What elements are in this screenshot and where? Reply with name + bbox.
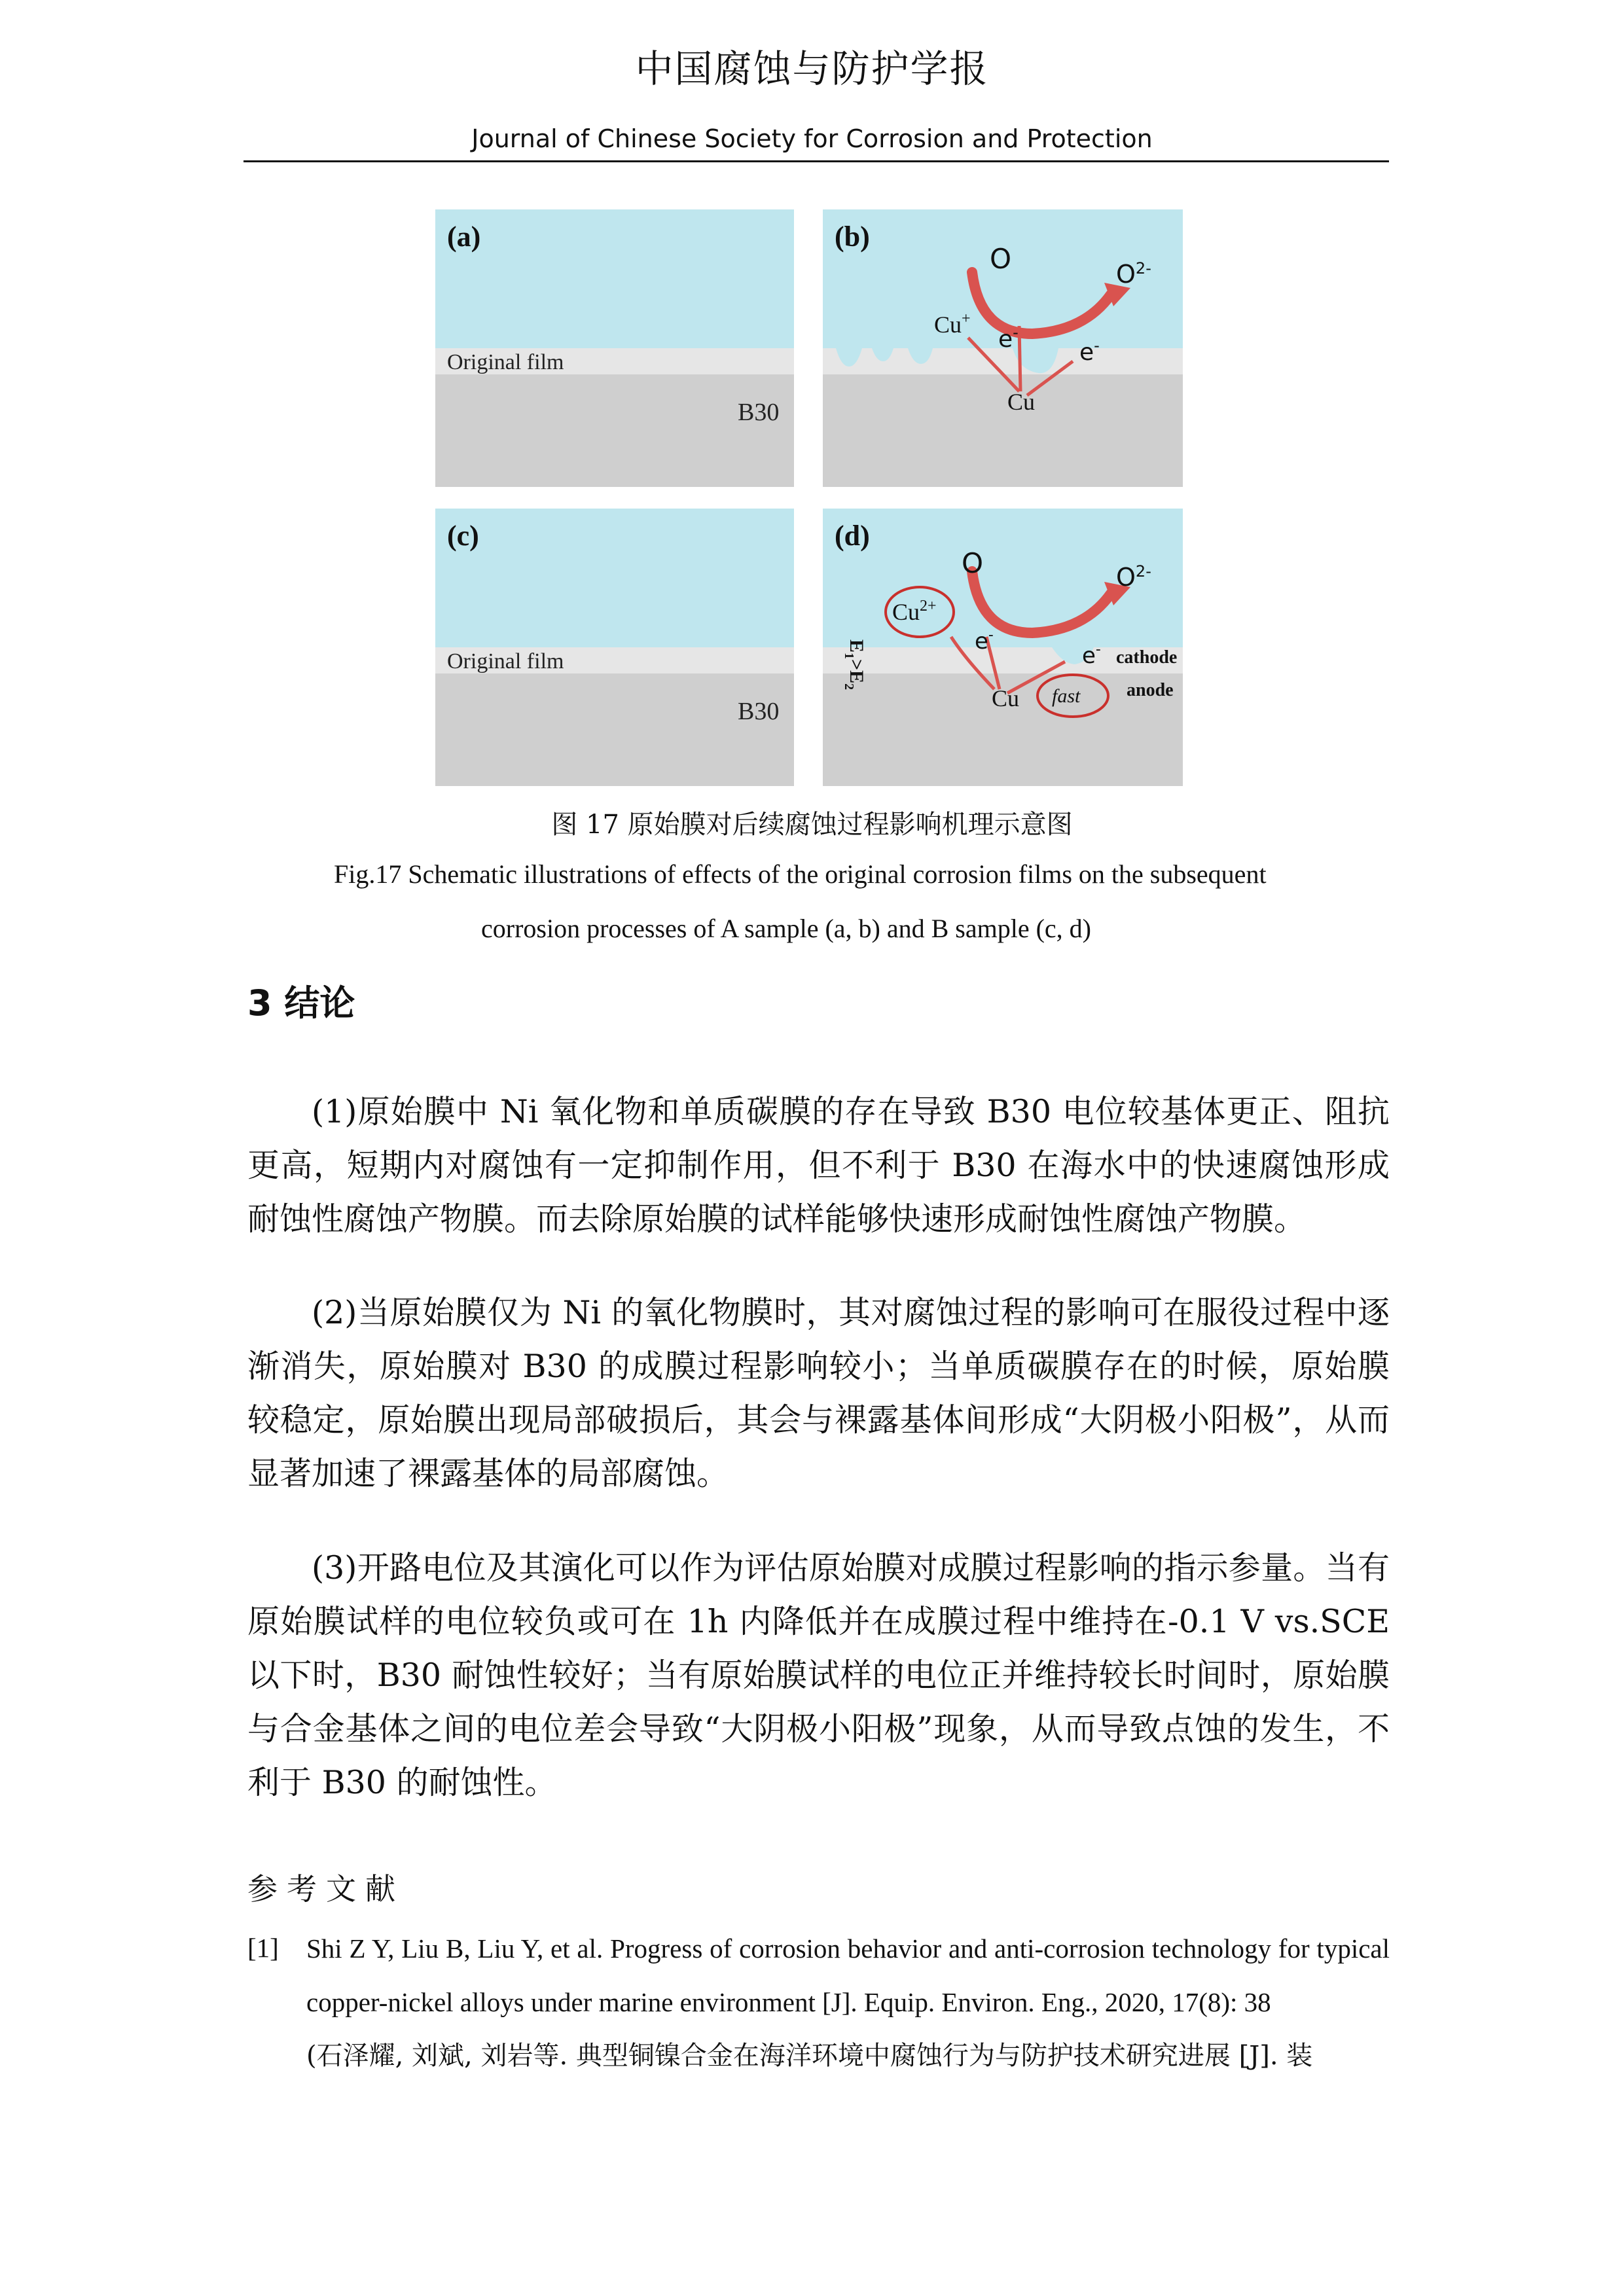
oxygen-label: O: [962, 547, 984, 579]
b30-substrate: [435, 673, 794, 786]
b30-substrate: [823, 374, 1183, 487]
copper-label: Cu: [1007, 389, 1036, 415]
conclusion-paragraph-1: (1)原始膜中 Ni 氧化物和单质碳膜的存在导致 B30 电位较基体更正、阻抗更高，短期内对腐蚀有一定抑制作用，但不利于 B30 在海水中的快速腐蚀形成耐蚀性腐蚀产物膜。而去除原始膜的试样能够快速形成耐蚀性腐蚀产物膜。: [247, 1093, 1390, 1238]
figure-caption-cn: 图 17 原始膜对后续腐蚀过程影响机理示意图: [551, 810, 1073, 840]
potential-relation: $E_1>E_2$: [842, 639, 867, 691]
cathode-label: cathode: [1116, 647, 1178, 668]
electron-label: e-: [1079, 336, 1100, 366]
film-label: Original film: [447, 649, 564, 673]
copper-label: Cu: [992, 685, 1020, 711]
electron-label: e-: [998, 323, 1019, 353]
reference-text-cn: (石泽耀, 刘斌, 刘岩等. 典型铜镍合金在海洋环境中腐蚀行为与防护技术研究进展 [J]. 装: [306, 2041, 1313, 2071]
panel-c: [435, 509, 794, 786]
panel-letter: (b): [835, 221, 870, 253]
panel-letter: (d): [835, 520, 870, 552]
oxide-ion-label: $O^{2-}$: [1116, 562, 1151, 592]
electron-arrow-up: [1019, 326, 1020, 391]
substrate-label: B30: [738, 399, 780, 426]
panel-letter: (c): [447, 520, 479, 552]
copper-ion-label: $Cu^{2+}$: [892, 598, 937, 625]
conclusion-paragraph-3: (3)开路电位及其演化可以作为评估原始膜对成膜过程影响的指示参量。当有原始膜试样的电位较负或可在 1h 内降低并在成膜过程中维持在-0.1 V vs.SCE 以下时，B30 耐蚀性较好；当有原始膜试样的电位正并维持较长时间时，原始膜与合金基体之间的电位差会导致“大阴极小阳极”现象，从而导致点蚀的发生，不利于 B30 的耐蚀性。: [247, 1549, 1390, 1801]
panel-b: [823, 209, 1183, 487]
electron-label: e-: [975, 627, 994, 655]
electron-label: e-: [1082, 641, 1101, 669]
anode-label: anode: [1127, 680, 1174, 700]
oxygen-label: O: [990, 243, 1012, 275]
substrate-label: B30: [738, 698, 780, 725]
section-title: 3 结论: [247, 982, 355, 1024]
seawater: [435, 509, 794, 647]
copper-ion-label: Cu+: [934, 310, 971, 338]
oxide-ion-label: $O^{2-}$: [1116, 259, 1151, 289]
panel-letter: (a): [447, 221, 481, 253]
seawater: [435, 209, 794, 348]
reference-number: [1]: [247, 1933, 279, 1963]
reference-entry: [306, 1922, 1390, 2083]
journal-title-cn: 中国腐蚀与防护学报: [635, 46, 989, 91]
reference-text-en: Shi Z Y, Liu B, Liu Y, et al. Progress of corrosion behavior and anti-corrosion technology for typical copper-nickel alloys under marine environment [J]. Equip. Environ. Eng., 2020, 17(8): 38: [306, 1933, 1390, 2017]
panel-a: [435, 209, 794, 487]
figure-caption-en-line1: Fig.17 Schematic illustrations of effects of the original corrosion films on the subsequent: [334, 859, 1267, 889]
references-title: 参考文献: [247, 1871, 405, 1907]
fast-label: fast: [1052, 685, 1081, 707]
figure-caption-en-line2: corrosion processes of A sample (a, b) and B sample (c, d): [481, 914, 1091, 943]
conclusion-paragraph-2: (2)当原始膜仅为 Ni 的氧化物膜时，其对腐蚀过程的影响可在服役过程中逐渐消失，原始膜对 B30 的成膜过程影响较小；当单质碳膜存在的时候，原始膜较稳定，原始膜出现局部破损后，其会与裸露基体间形成“大阴极小阳极”，从而显著加速了裸露基体的局部腐蚀。: [247, 1294, 1390, 1492]
film-label: Original film: [447, 350, 564, 374]
b30-substrate: [435, 374, 794, 487]
journal-title-en: Journal of Chinese Society for Corrosion and Protection: [471, 124, 1153, 153]
panel-d: [823, 509, 1183, 786]
header-rule: [244, 160, 1389, 162]
